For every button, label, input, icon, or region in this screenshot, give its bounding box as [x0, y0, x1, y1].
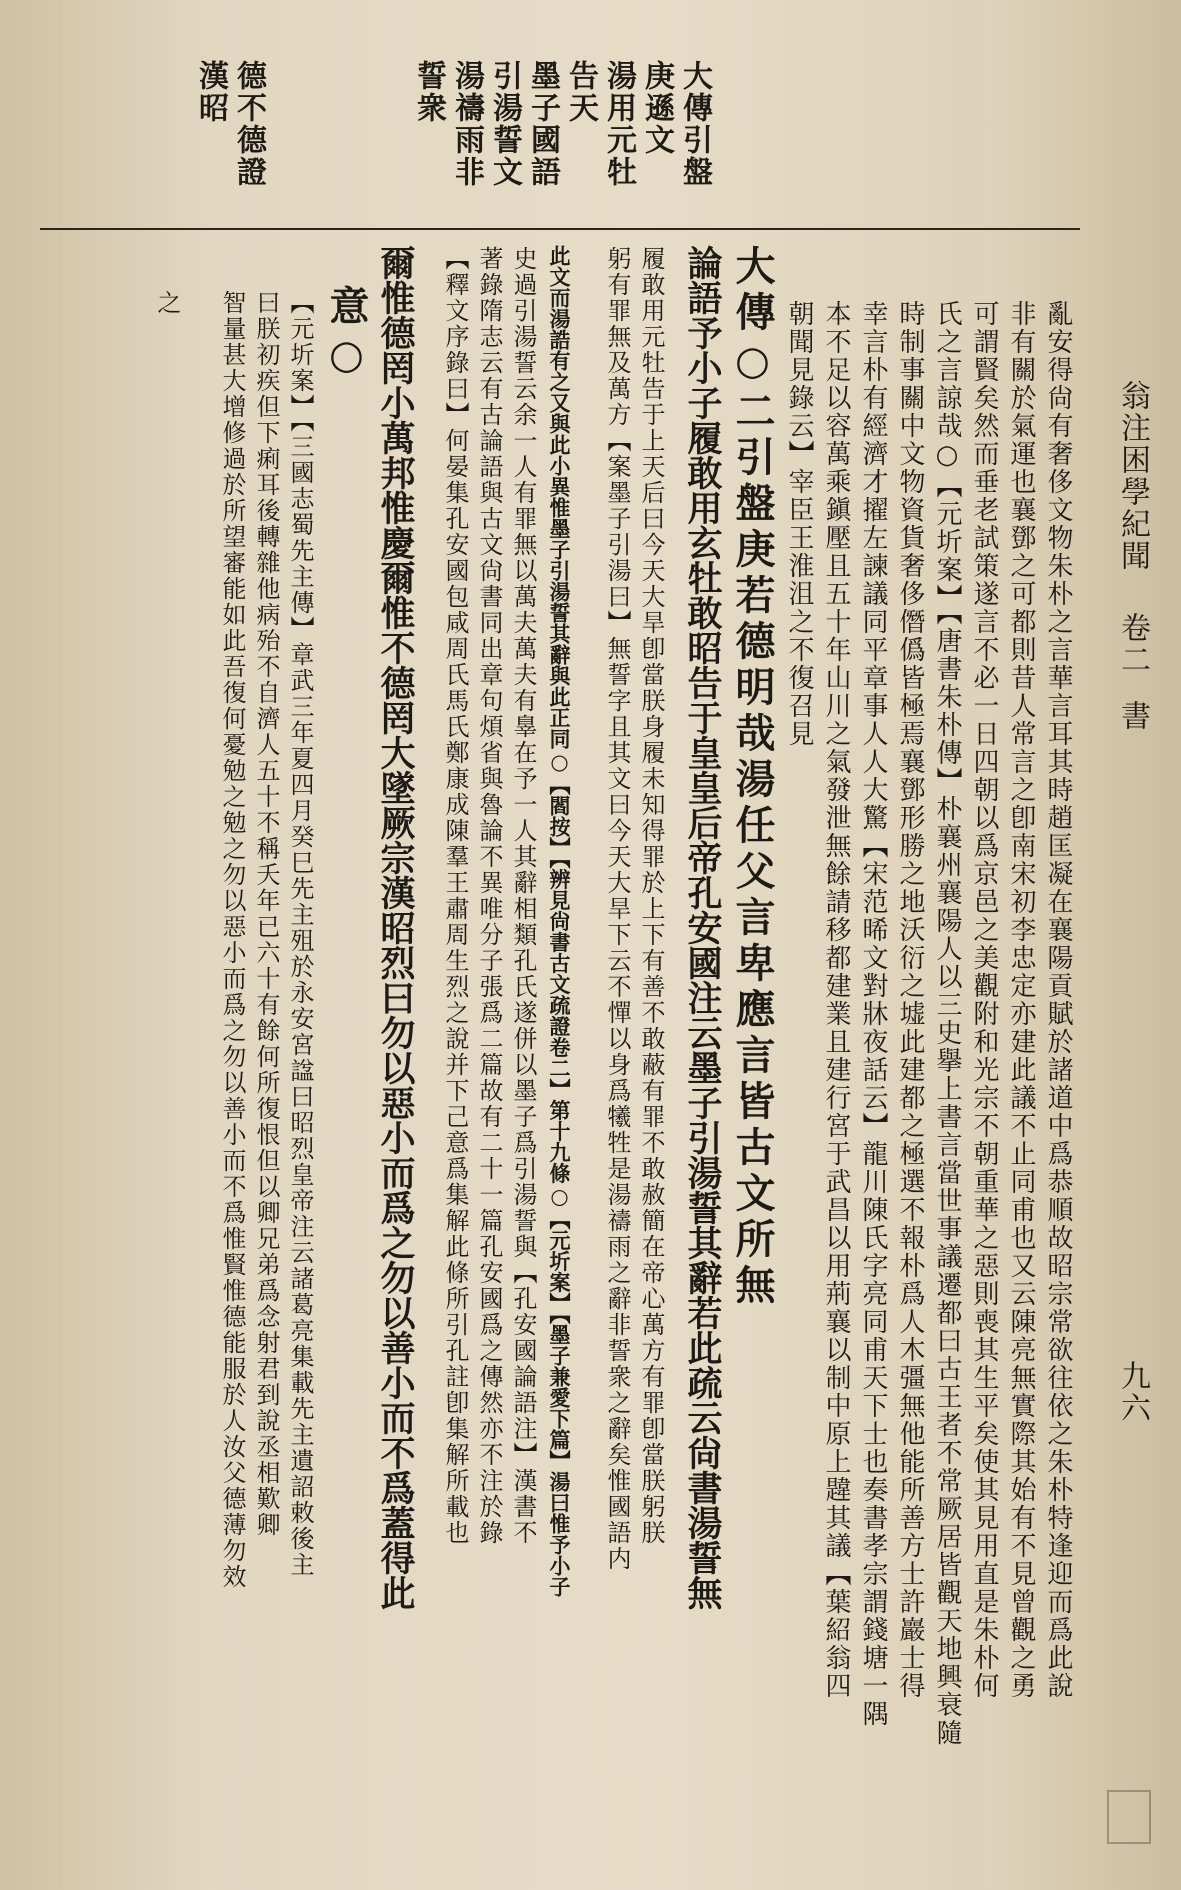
- main-text: 爾惟德罔小萬邦惟慶爾惟不德罔大墜厥宗漢昭烈曰勿以惡小而爲之勿以善小而不爲蓋得此: [375, 245, 416, 1610]
- main-text: 意○: [323, 285, 370, 384]
- commentary: 智量甚大增修過於所望審能如此吾復何憂勉之勉之勿以惡小而爲之勿以善小而不爲惟賢惟德能服於人汝父德薄勿效: [218, 290, 246, 1590]
- text-column: 可謂賢矣然而垂老試策遂言不必一日四朝以爲京邑之美觀附和光宗不朝重華之惡則喪其生平矣使其見用直是朱朴何: [969, 300, 999, 1700]
- headnote: 漢昭: [193, 60, 228, 124]
- commentary: 躬有罪無及萬方【案墨子引湯曰】無誓字且其文曰今天大旱下云不憚以身爲犧牲是湯禱雨之辭非誓衆之辭矣惟國語内: [603, 246, 631, 1572]
- headnote: 湯用元牡: [601, 60, 636, 188]
- section-label: 書: [1115, 700, 1150, 732]
- text-column: 氏之言諒哉○【元圻案】【唐書朱朴傳】朴襄州襄陽人以三史擧上書言當世事議遷都曰古王者不常厥居皆觀天地興衰隨: [932, 300, 962, 1747]
- main-text: 此文而湯誥有之又與此小異惟墨子引湯誓其辭與此正同○【閻按】【辨見尙書古文疏證卷二】第十九條○【元圻案】【墨子兼愛下篇】湯曰惟予小子: [547, 245, 572, 1597]
- header-rule: [40, 228, 1080, 230]
- text-column: 朝聞見錄云】宰臣王淮沮之不復召見: [784, 300, 814, 748]
- volume-label: 卷二: [1115, 612, 1150, 676]
- main-text: 大傳○二引盤庚若德明哉湯任父言卑應言皆古文所無: [729, 245, 776, 1310]
- headnote: 湯禱雨非: [449, 60, 484, 188]
- text-column: 非有關於氣運也襄鄧之可都則昔人常言之卽南宋初李忠定亦建此議不止同甫也又云陳亮無實際其始有不見曾觀之勇: [1006, 300, 1036, 1700]
- headnote: 德不德證: [231, 60, 266, 188]
- headnote: 庚遜文: [639, 60, 674, 156]
- headnote: 引湯誓文: [487, 60, 522, 188]
- commentary: 【元圻案】【三國志蜀先主傳】章武三年夏四月癸巳先主殂於永安宮諡曰昭烈皇帝注云諸葛亮集載先主遺詔敕後主: [286, 290, 314, 1578]
- text-column: 幸言朴有經濟才擢左諫議同平章事人人大驚【宋范晞文對牀夜話云】龍川陳氏字亮同甫天下士也奏書孝宗謂錢塘一隅: [858, 300, 888, 1728]
- page-number: 九六: [1115, 1360, 1150, 1424]
- commentary: 履敢用元牡告于上天后曰今天大旱卽當朕身履未知得罪於上下有善不敢蔽有罪不敢赦簡在帝心萬方有罪卽當朕躬朕: [637, 246, 665, 1546]
- commentary: 曰朕初疾但下痢耳後轉雜他病殆不自濟人五十不稱夭年已六十有餘何所復恨但以卿兄弟爲念射君到說丞相歎卿: [252, 290, 280, 1538]
- page-corner-mark: [1107, 1790, 1151, 1844]
- headnote: 墨子國語: [525, 60, 560, 188]
- text-column: 本不足以容萬乘鎭壓且五十年山川之氣發泄無餘請移都建業且建行宮于武昌以用荊襄以制中原上韙其議【葉紹翁四: [821, 300, 851, 1700]
- headnote: 誓衆: [411, 60, 446, 124]
- book-title: 翁注困學紀聞: [1115, 380, 1150, 572]
- commentary: 著錄隋志云有古論語與古文尙書同出章句煩省與魯論不異唯分子張爲二篇故有二十一篇孔安國爲之傳然亦不注於錄: [475, 246, 503, 1546]
- text-column: 亂安得尙有奢侈文物朱朴之言華言耳其時趙匡凝在襄陽貢賦於諸道中爲恭順故昭宗常欲往依之朱朴特逢迎而爲此說: [1043, 300, 1073, 1700]
- commentary: 之: [153, 290, 181, 316]
- commentary: 【釋文序錄曰】何晏集孔安國包咸周氏馬氏鄭康成陳羣王肅周生烈之說并下己意爲集解此條所引孔註卽集解所載也: [441, 246, 469, 1546]
- headnote: 告天: [563, 60, 598, 124]
- main-text: 論語予小子履敢用玄牡敢昭告于皇皇后帝孔安國注云墨子引湯誓其辭若此疏云尙書湯誓無: [682, 245, 723, 1610]
- text-column: 時制事關中文物資貨奢侈僭僞皆極焉襄鄧形勝之地沃衍之墟此建都之極選不報朴爲人木彊無他能所善方士許巖士得: [895, 300, 925, 1700]
- commentary: 史過引湯誓云余一人有罪無以萬夫萬夫有辠在予一人其辭相類孔氏遂併以墨子爲引湯誓與【孔安國論語注】漢書不: [509, 246, 537, 1546]
- headnote: 大傳引盤: [677, 60, 712, 188]
